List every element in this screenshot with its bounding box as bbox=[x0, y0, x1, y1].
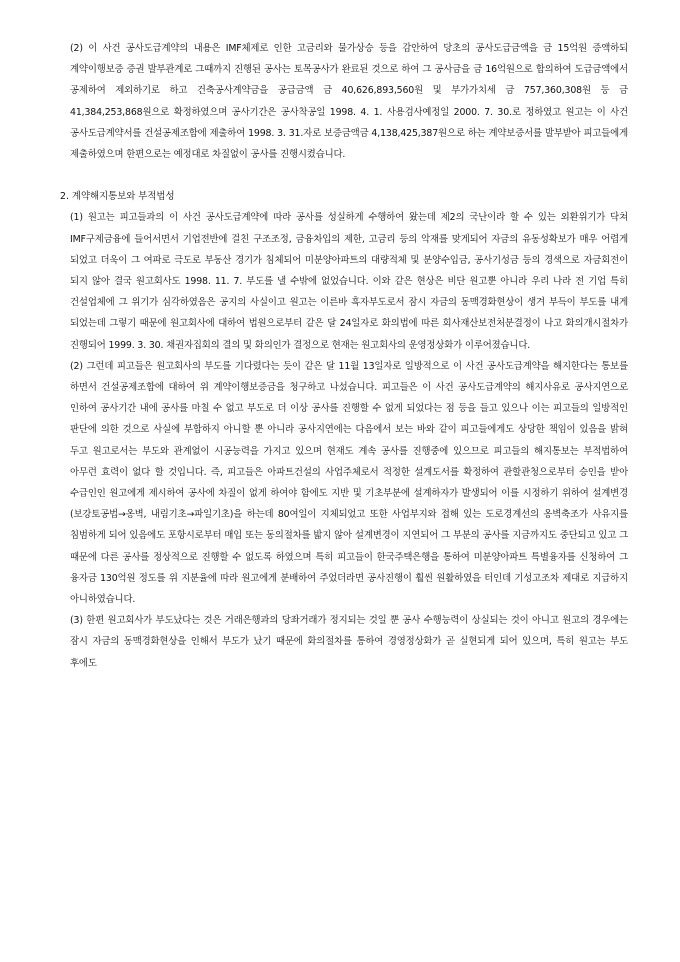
section-spacer bbox=[60, 165, 628, 186]
paragraph-item-3: (3) 한편 원고회사가 부도났다는 것은 거래은행과의 당좌거래가 정지되는 것일 뿐 공사 수행능력이 상실되는 것이 아니고 원고의 경우에는 잠시 자금의 동맥경화현상을 인해서 부도가 났기 때문에 화의절차를 통하여 경영정상화가 곧 실현되게 되어 있으며, 특히 원고는 부도 후에도 bbox=[70, 615, 628, 669]
paragraph-contract-content: (2) 이 사건 공사도급계약의 내용은 IMF체제로 인한 고금리와 물가상승 등을 감안하여 당초의 공사도급금액을 금 15억원 증액하되 계약이행보증 증권 발부관계로 그때까지 진행된 공사는 토목공사가 완료된 것으로 하여 그 공사금을 금 16억원으로 합의하여 도급금액에서 공제하여 제외하기로 하고 건축공사계약금을 공급금액 금 40,626,893,560원 및 부가가치세 금 757,360,308원 등 금 41,384,253,868원으로 확정하였으며 공사기간은 공사착공일 1998. 4. 1. 사용검사예정일 2000. 7. 30.로 정하였고 원고는 이 사건 공사도급계약서를 건설공제조합에 제출하여 1998. 3. 31.자로 보증금액금 4,138,425,387원으로 하는 계약보증서를 발부받아 피고들에게 제출하였으며 한편으로는 예정대로 차질없이 공사를 진행시켰습니다. bbox=[70, 43, 628, 161]
paragraph-item-1: (1) 원고는 피고들과의 이 사건 공사도급계약에 따라 공사를 성실하게 수행하여 왔는데 제2의 국난이라 할 수 있는 외환위기가 닥쳐 IMF구제금융에 들어서면서 기업전반에 걸친 구조조정, 금융차입의 제한, 고금리 등의 악재를 맞게되어 자금의 유동성확보가 매우 어렵게 되었고 더욱이 그 여파로 극도로 부동산 경기가 침체되어 미분양아파트의 대량적체 및 분양수입금, 공사기성금 등의 경색으로 자금회전이 되지 않아 결국 원고회사도 1998. 11. 7. 부도를 낼 수밖에 없었습니다. 이와 같은 현상은 비단 원고뿐 아니라 우리 나라 전 기업 특히 건설업체에 그 위기가 심각하였음은 공지의 사실이고 원고는 이른바 흑자부도로서 잠시 자금의 동맥경화현상이 생겨 부득이 부도를 내게 되었는데 그렇기 때문에 원고회사에 대하여 법원으로부터 같은 달 24일자로 화의법에 따른 회사재산보전처분결정이 나고 화의개시절차가 진행되어 1999. 3. 30. 채권자집회의 결의 및 화의인가 결정으로 현재는 원고회사의 운영정상화가 이루어졌습니다. bbox=[70, 212, 628, 351]
paragraph-item-2: (2) 그런데 피고들은 원고회사의 부도를 기다렸다는 듯이 같은 달 11월 13일자로 일방적으로 이 사건 공사도급계약을 해지한다는 통보를 하면서 건설공제조합에 대하여 위 계약이행보증금을 청구하고 나섰습니다. 피고들은 이 사건 공사도급계약의 해지사유로 공사지연으로 인하여 공사기간 내에 공사를 마칠 수 없고 부도로 더 이상 공사를 진행할 수 없게 되었다는 점 등을 들고 있으나 이는 피고들의 일방적인 판단에 의한 것으로 사실에 부합하지 아니할 뿐 아니라 공사지연에는 다음에서 보는 바와 같이 피고들에게도 상당한 책임이 있음을 밝혀 두고 원고로서는 부도와 관계없이 시공능력을 가지고 있으며 현재도 계속 공사를 진행중에 있으므로 피고들의 해지통보는 부적법하여 아무런 효력이 없다 할 것입니다. 즉, 피고들은 아파트건설의 사업주체로서 적정한 설계도서를 확정하여 관할관청으로부터 승인을 받아 수급인인 원고에게 제시하여 공사에 차질이 없게 하여야 함에도 지반 및 기초부분에 설계하자가 발생되어 이를 시정하기 위하여 설계변경(보강토공법→옹벽, 내림기초→파일기초)을 하는데 80여일이 지체되었고 또한 사업부지와 접해 있는 도로경계선의 옹벽축조가 사유지를 침범하게 되어 있음에도 포항시로부터 매입 또는 동의절차를 밟지 않아 설계변경이 지연되어 그 부분의 공사를 지금까지도 중단되고 있고 그 때문에 다른 공사를 정상적으로 진행할 수 없도록 하였으며 특히 피고들이 한국주택은행을 통하여 미분양아파트 특별융자를 신청하여 그 융자금 130억원 정도를 위 지분율에 따라 원고에게 분배하여 주었더라면 공사진행이 훨씬 원활하였을 터인데 기성고조차 제대로 지급하지 아니하였습니다. bbox=[70, 360, 628, 606]
section-heading-termination: 2. 계약해지통보와 부적법성 bbox=[60, 191, 175, 203]
